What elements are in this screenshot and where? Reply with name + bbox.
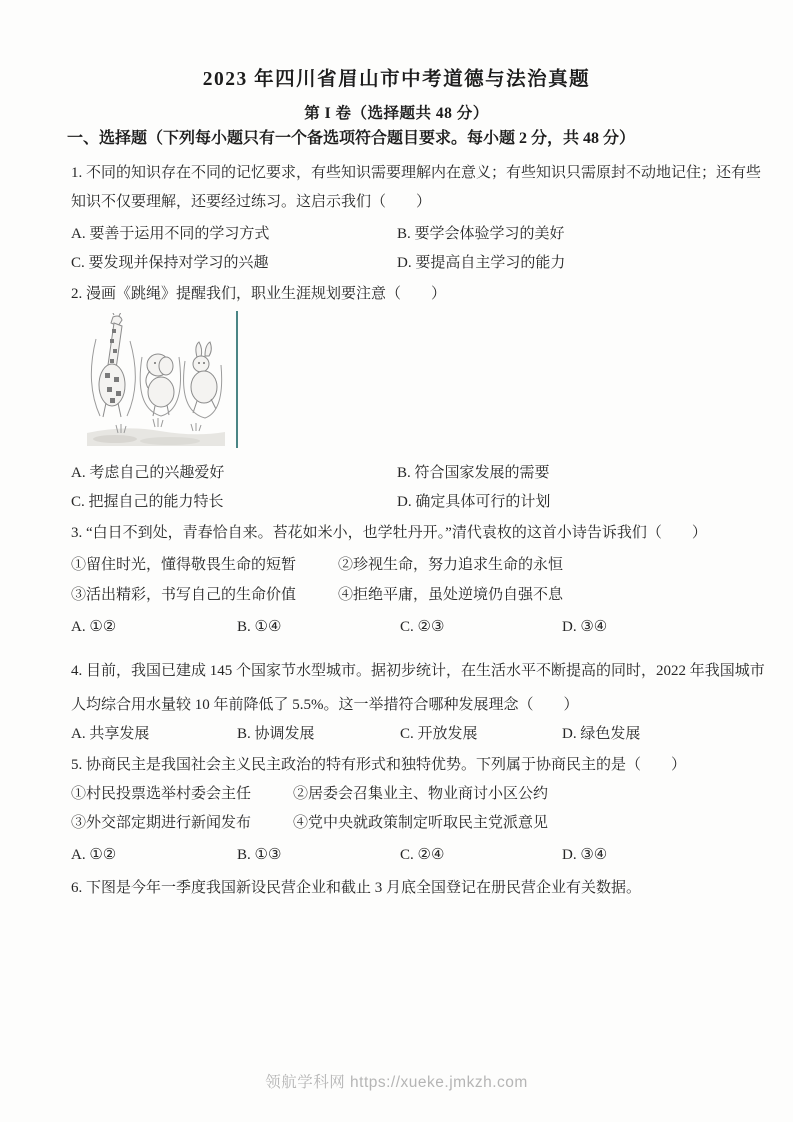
- q3-option-c: C. ②③: [400, 619, 445, 635]
- q4-stem-line2: 人均综合用水量较 10 年前降低了 5.5%。这一举措符合哪种发展理念（ ）: [71, 697, 579, 713]
- q2-option-c: C. 把握自己的能力特长: [71, 494, 224, 510]
- q1-stem-line2: 知识不仅要理解，还要经过练习。这启示我们（ ）: [71, 194, 432, 210]
- giraffe-sketch: [91, 313, 135, 417]
- q5-option-d: D. ③④: [562, 847, 608, 863]
- q3-option-b: B. ①④: [237, 619, 282, 635]
- q5-subitem-4: ④党中央就政策制定听取民主党派意见: [293, 815, 549, 831]
- q3-subitem-2: ②珍视生命，努力追求生命的永恒: [338, 557, 564, 573]
- q4-option-b: B. 协调发展: [237, 726, 315, 742]
- watermark-text: 领航学科网 https://xueke.jmkzh.com: [265, 1074, 528, 1091]
- q1-option-a: A. 要善于运用不同的学习方式: [71, 226, 270, 242]
- q1-option-d: D. 要提高自主学习的能力: [397, 255, 566, 271]
- q4-stem-line1: 4. 目前，我国已建成 145 个国家节水型城市。据初步统计，在生活水平不断提高的同时，2022 年我国城市: [71, 663, 765, 679]
- jump-rope-cartoon: [85, 313, 227, 448]
- q5-option-c: C. ②④: [400, 847, 445, 863]
- section-instructions: 一、选择题（下列每小题只有一个备选项符合题目要求。每小题 2 分，共 48 分）: [67, 130, 636, 147]
- elephant-sketch: [140, 354, 180, 416]
- q1-option-c: C. 要发现并保持对学习的兴趣: [71, 255, 269, 271]
- q5-subitem-1: ①村民投票选举村委会主任: [71, 786, 252, 802]
- q4-option-d: D. 绿色发展: [562, 726, 641, 742]
- q1-option-b: B. 要学会体验学习的美好: [397, 226, 565, 242]
- q5-option-b: B. ①③: [237, 847, 282, 863]
- q5-subitem-2: ②居委会召集业主、物业商讨小区公约: [293, 786, 549, 802]
- q3-subitem-3: ③活出精彩，书写自己的生命价值: [71, 587, 297, 603]
- q3-option-d: D. ③④: [562, 619, 608, 635]
- q5-stem: 5. 协商民主是我国社会主义民主政治的特有形式和独特优势。下列属于协商民主的是（ ）: [71, 757, 687, 773]
- q2-stem: 2. 漫画《跳绳》提醒我们，职业生涯规划要注意（ ）: [71, 286, 447, 302]
- q3-option-a: A. ①②: [71, 619, 117, 635]
- jump-rope-cartoon-image: [85, 313, 227, 448]
- q4-option-a: A. 共享发展: [71, 726, 150, 742]
- q1-stem-line1: 1. 不同的知识存在不同的记忆要求，有些知识需要理解内在意义；有些知识只需原封不动地记住；还有些: [71, 165, 762, 181]
- q4-option-c: C. 开放发展: [400, 726, 478, 742]
- q2-option-d: D. 确定具体可行的计划: [397, 494, 551, 510]
- q5-subitem-3: ③外交部定期进行新闻发布: [71, 815, 252, 831]
- q6-stem: 6. 下图是今年一季度我国新设民营企业和截止 3 月底全国登记在册民营企业有关数据。: [71, 880, 642, 896]
- q3-subitem-4: ④拒绝平庸，虽处逆境仍自强不息: [338, 587, 564, 603]
- text-caret-artifact: [236, 311, 238, 448]
- q3-subitem-1: ①留住时光，懂得敬畏生命的短暂: [71, 557, 297, 573]
- volume-header: 第 I 卷（选择题共 48 分）: [304, 105, 489, 122]
- q5-option-a: A. ①②: [71, 847, 117, 863]
- q2-option-b: B. 符合国家发展的需要: [397, 465, 550, 481]
- q3-stem: 3. “白日不到处，青春恰自来。苔花如米小，也学牡丹开。”清代袁枚的这首小诗告诉我们（ ）: [71, 525, 707, 541]
- q2-option-a: A. 考虑自己的兴趣爱好: [71, 465, 225, 481]
- page-title: 2023 年四川省眉山市中考道德与法治真题: [202, 69, 591, 90]
- rabbit-sketch: [184, 342, 222, 418]
